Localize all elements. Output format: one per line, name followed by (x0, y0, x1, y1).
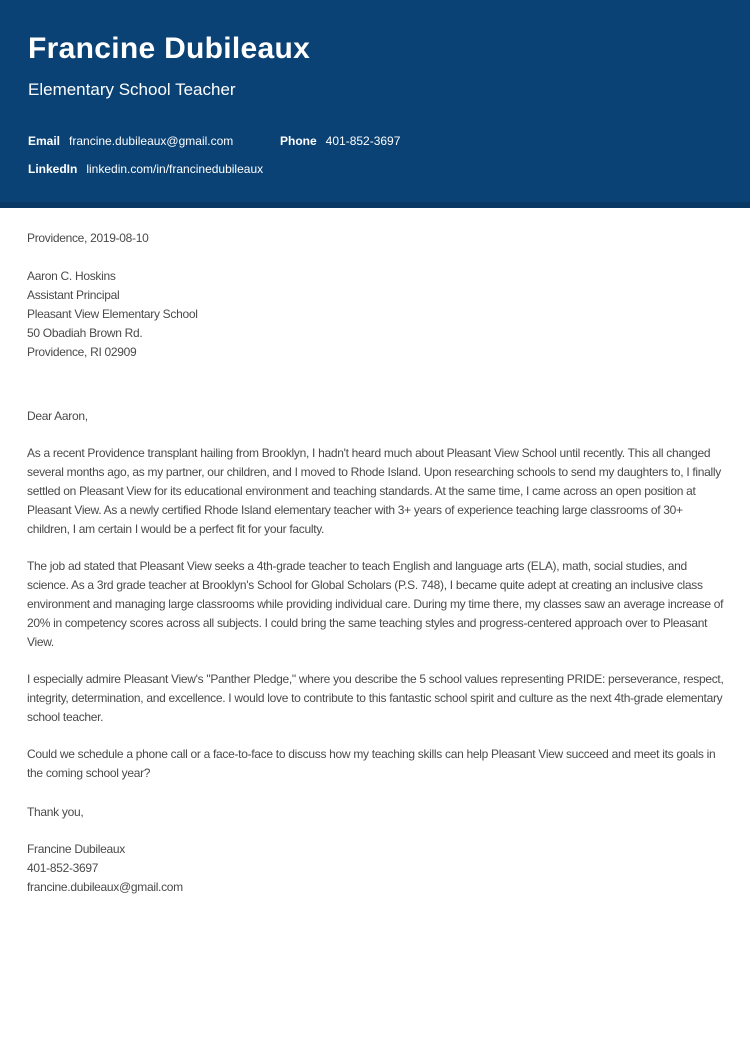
recipient-name: Aaron C. Hoskins (27, 269, 116, 283)
job-title: Elementary School Teacher (28, 80, 236, 99)
email-label: Email (28, 134, 61, 148)
paragraph-1: As a recent Providence transplant hailing from Brooklyn, I hadn't heard much about Pleasant View School until recently. This all changed several months ago, as my partner, our children, and I moved to Rhode Island. Upon researching schools to send my daughters to, I finally settled on Pleasant View for its educational environment and teaching standards. At the same time, I came across an open position at Pleasant View. As a newly certified Rhode Island elementary teacher with 3+ years of experience teaching large classrooms of 30+ children, I am certain I would be a perfect fit for your faculty. (27, 446, 721, 536)
contact-info (28, 134, 722, 177)
linkedin-label: LinkedIn (28, 162, 78, 176)
signature-name: Francine Dubileaux (27, 842, 125, 856)
dateline: Providence, 2019-08-10 (27, 231, 149, 245)
recipient-block (27, 267, 726, 362)
contact-row-1 (28, 134, 722, 149)
contact-email (28, 134, 280, 149)
candidate-name: Francine Dubileaux (28, 32, 311, 65)
letter-body (0, 208, 750, 897)
contact-phone (280, 134, 400, 149)
paragraph-4: Could we schedule a phone call or a face-to-face to discuss how my teaching skills can help Pleasant View succeed and meet its goals in the coming school year? (27, 747, 716, 780)
letter-header (0, 0, 750, 208)
recipient-street: 50 Obadiah Brown Rd. (27, 326, 143, 340)
salutation: Dear Aaron, (27, 409, 88, 423)
linkedin-value: linkedin.com/in/francinedubileaux (86, 162, 264, 176)
phone-value: 401-852-3697 (325, 134, 401, 148)
closing: Thank you, (27, 805, 84, 819)
recipient-role: Assistant Principal (27, 288, 120, 302)
recipient-city: Providence, RI 02909 (27, 345, 137, 359)
signature-phone: 401-852-3697 (27, 861, 99, 875)
phone-label: Phone (280, 134, 317, 148)
contact-linkedin (28, 162, 263, 177)
contact-row-2 (28, 162, 722, 177)
recipient-organization: Pleasant View Elementary School (27, 307, 198, 321)
paragraph-2: The job ad stated that Pleasant View seeks a 4th-grade teacher to teach English and language arts (ELA), math, social studies, and science. As a 3rd grade teacher at Brooklyn's School for Global Scholars (P.S. 748), I became quite adept at creating an inclusive class environment and managing large classrooms while providing individual care. During my time there, my classes saw an average increase of 20% in competency scores across all subjects. I could bring the same teaching styles and progress-centered approach over to Pleasant View. (27, 559, 724, 649)
signature-email: francine.dubileaux@gmail.com (27, 880, 183, 894)
paragraph-3: I especially admire Pleasant View's "Panther Pledge," where you describe the 5 school values representing PRIDE: perseverance, respect, integrity, determination, and excellence. I would love to contribute to this fantastic school spirit and culture as the next 4th-grade elementary school teacher. (27, 672, 724, 724)
email-value: francine.dubileaux@gmail.com (69, 134, 234, 148)
signature-block (27, 840, 726, 897)
